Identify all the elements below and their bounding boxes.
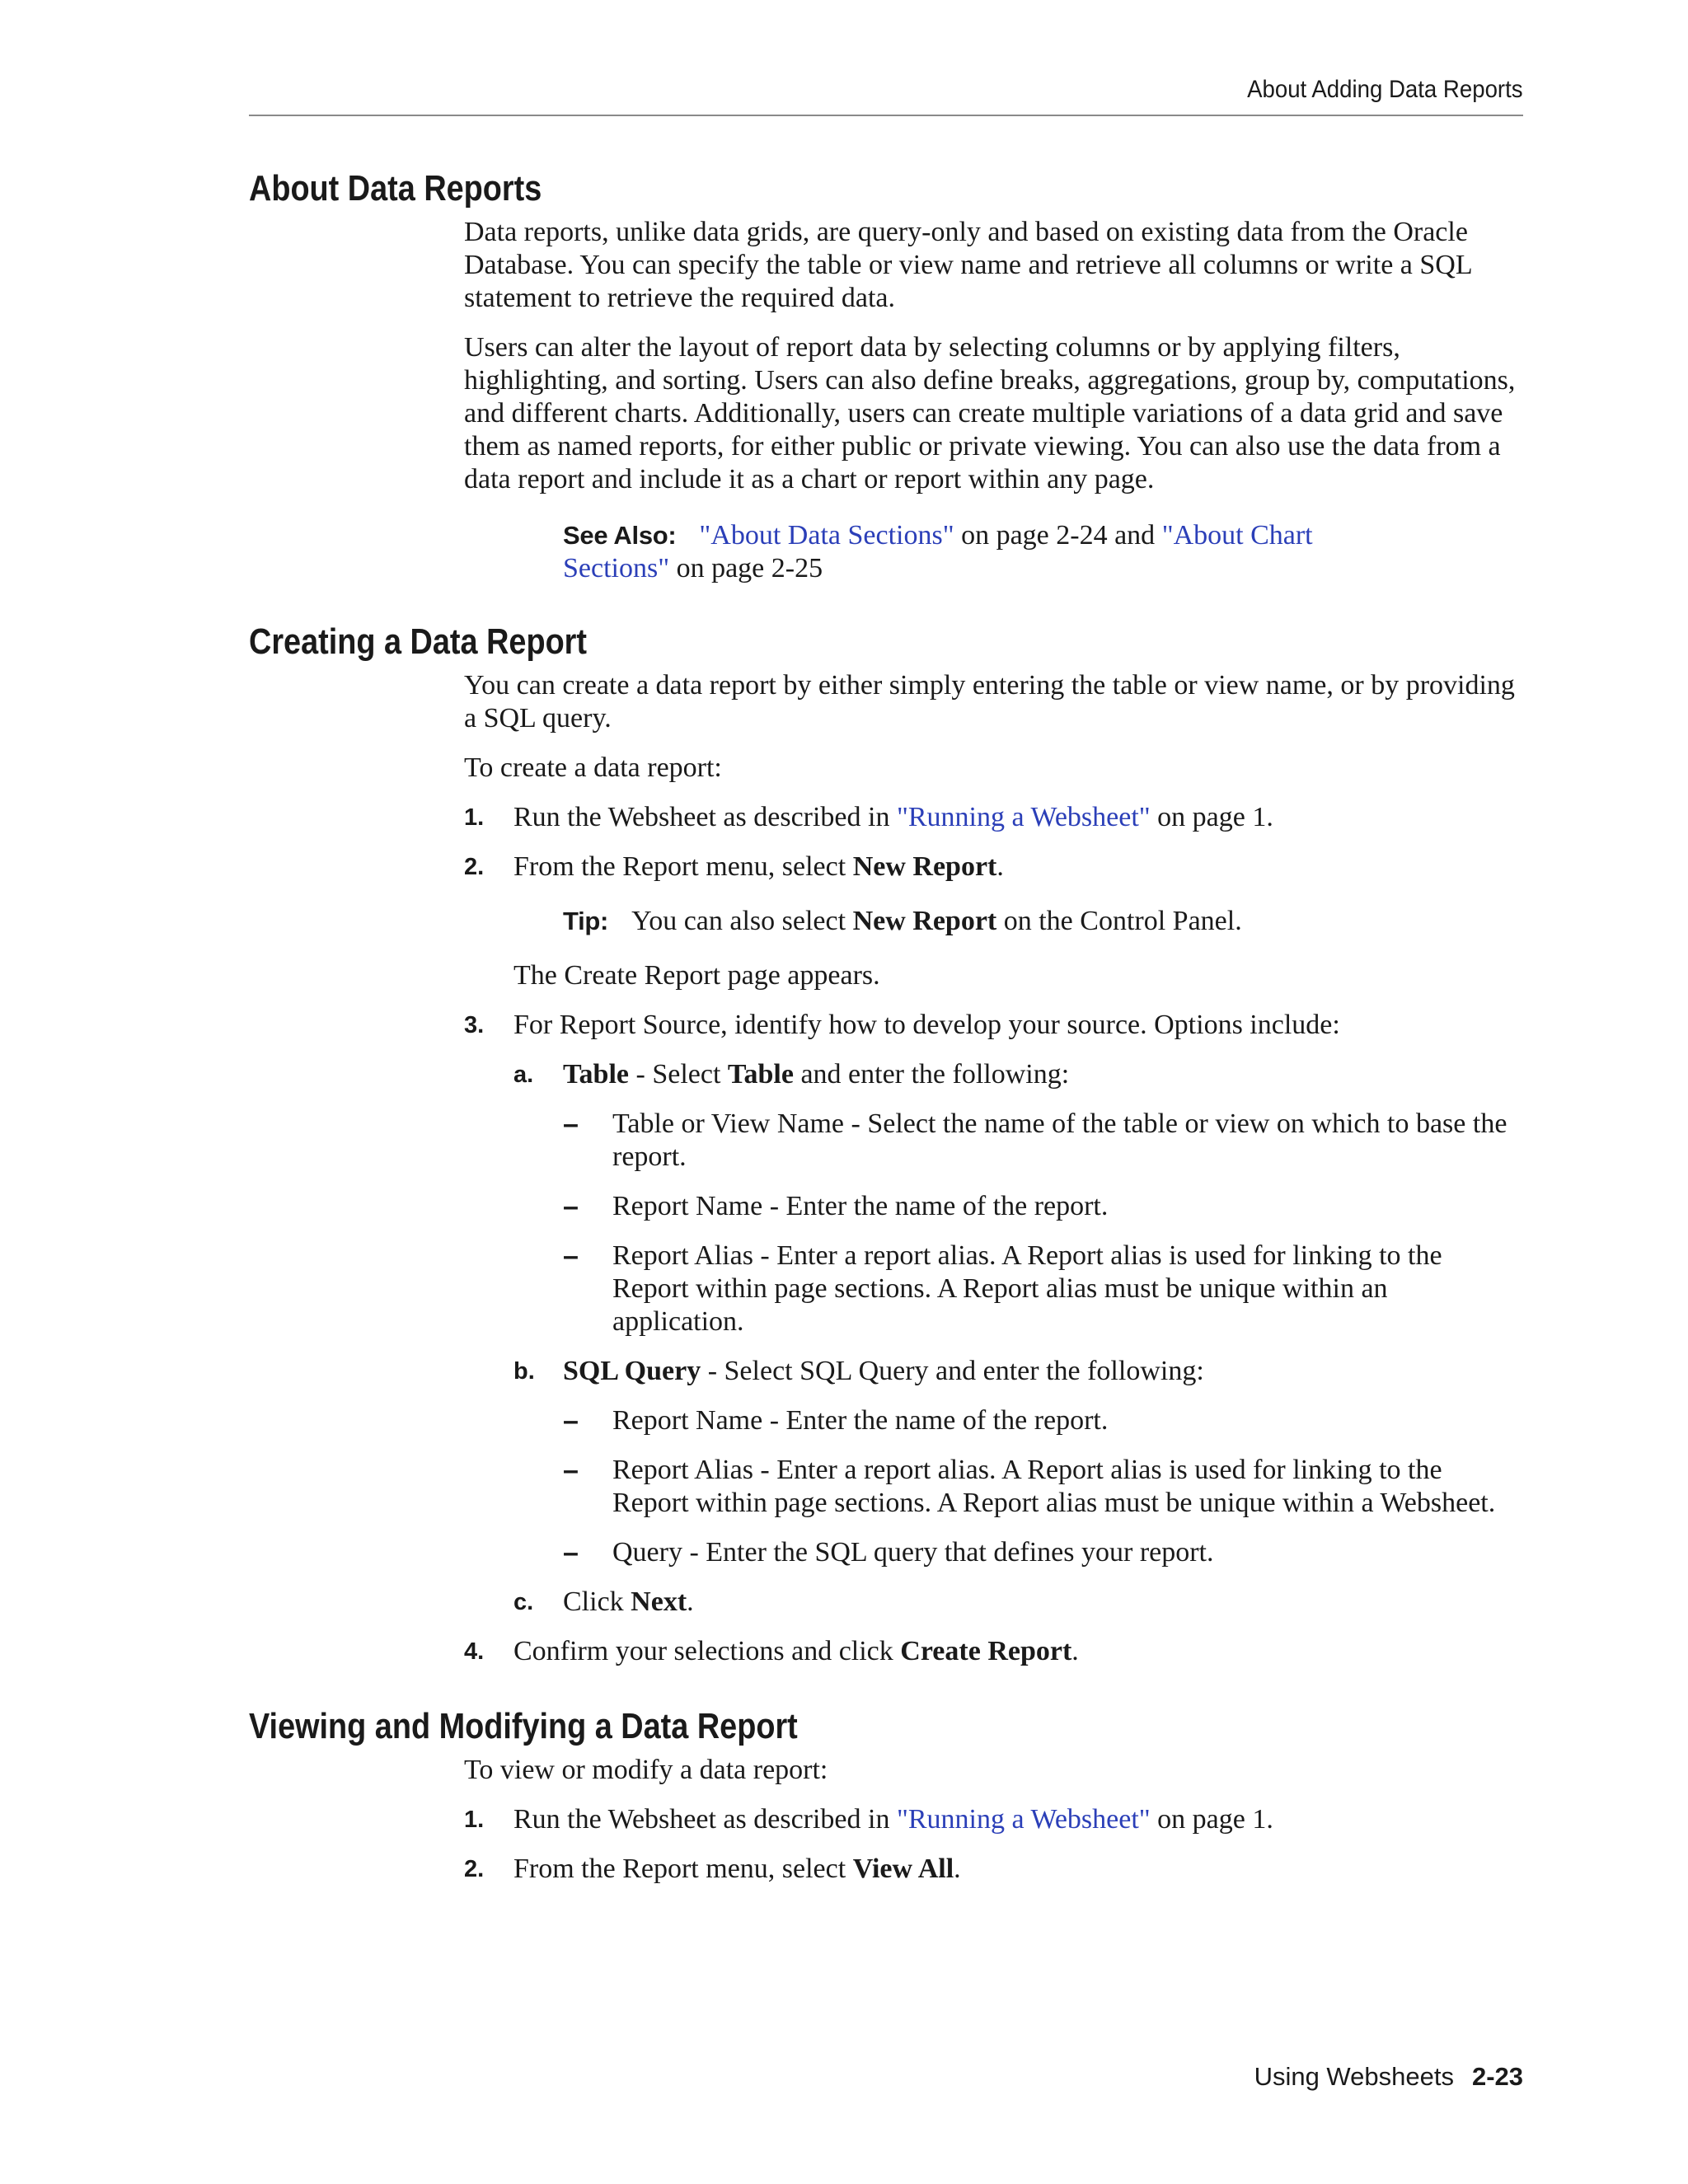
step-number: 2. <box>464 854 485 880</box>
ui-term: Table <box>727 1059 794 1090</box>
paragraph: You can create a data report by either simply entering the table or view name, or by providing a SQL query. <box>464 670 1515 733</box>
page-content <box>249 165 1523 1886</box>
list-item <box>464 1009 1523 1619</box>
step-text: . <box>996 851 1004 882</box>
header-rule <box>249 115 1523 116</box>
dash-list <box>563 1108 1523 1338</box>
paragraph: To view or modify a data report: <box>464 1755 828 1785</box>
steps-list <box>464 1803 1523 1886</box>
tip-label: Tip: <box>563 907 609 935</box>
step-text: Confirm your selections and click <box>513 1636 901 1666</box>
list-item <box>563 1190 1523 1223</box>
item-text: Report Name - Enter the name of the report. <box>612 1405 1109 1436</box>
section-heading-viewing-and-modifying: Viewing and Modifying a Data Report <box>249 1706 798 1746</box>
substep-letter: b. <box>513 1358 535 1385</box>
step-number: 4. <box>464 1638 485 1665</box>
paragraph: Users can alter the layout of report data by selecting columns or by applying filters, highlighting, and sorting. Users can also define breaks, aggregations, group by, computations, and different charts. Additionally, users can create multiple variations of a data grid and save them as named reports, for either public or private viewing. You can also use the data from a data report and include it as a chart or report within any page. <box>464 332 1516 494</box>
section-body <box>464 1754 1523 1886</box>
footer-title: Using Websheets <box>1254 2062 1454 2091</box>
running-header: About Adding Data Reports <box>1247 76 1523 103</box>
step-text: . <box>954 1854 961 1884</box>
dash-bullet: – <box>563 1108 579 1140</box>
section-heading-about-data-reports: About Data Reports <box>249 168 542 209</box>
list-item <box>513 1058 1523 1338</box>
list-item <box>464 851 1523 992</box>
step-text: - Select SQL Query and enter the following: <box>701 1356 1204 1386</box>
step-text: . <box>687 1586 694 1617</box>
step-text: For Report Source, identify how to develop your source. Options include: <box>513 1010 1340 1040</box>
section-heading-creating-a-data-report: Creating a Data Report <box>249 621 588 662</box>
list-item <box>513 1355 1523 1569</box>
step-number: 1. <box>464 804 485 831</box>
dash-list <box>563 1404 1523 1569</box>
link-about-chart-sections[interactable]: "About Chart Sections" <box>563 520 1313 583</box>
step-text: on page 1. <box>1150 802 1273 832</box>
step-text: From the Report menu, select <box>513 1854 853 1884</box>
link-running-a-websheet[interactable]: "Running a Websheet" <box>896 802 1151 832</box>
list-item <box>563 1404 1523 1437</box>
note-text: on the Control Panel. <box>996 906 1242 936</box>
paragraph: Data reports, unlike data grids, are query-only and based on existing data from the Oracle Database. You can specify the table or view name and retrieve all columns or write a SQL statement to retrieve the required data. <box>464 217 1472 313</box>
list-item <box>563 1108 1523 1174</box>
note-text: on page 2-25 <box>669 553 823 583</box>
step-text: Run the Websheet as described in <box>513 1804 897 1835</box>
dash-bullet: – <box>563 1191 579 1222</box>
list-item <box>513 1586 1523 1619</box>
step-text: - Select <box>629 1059 728 1090</box>
list-item <box>464 801 1523 834</box>
step-text: on page 1. <box>1150 1804 1273 1835</box>
ui-term: New Report <box>852 851 997 882</box>
step-text: Click <box>563 1586 631 1617</box>
dash-bullet: – <box>563 1240 579 1272</box>
ui-term: Create Report <box>900 1636 1072 1666</box>
dash-bullet: – <box>563 1405 579 1436</box>
list-item <box>563 1240 1523 1338</box>
link-running-a-websheet[interactable]: "Running a Websheet" <box>896 1804 1151 1835</box>
step-text: and enter the following: <box>793 1059 1070 1090</box>
step-text: Run the Websheet as described in <box>513 802 897 832</box>
item-text: Report Name - Enter the name of the report. <box>612 1191 1109 1221</box>
ui-term: View All <box>852 1854 954 1884</box>
see-also-label: See Also: <box>563 521 677 550</box>
dash-bullet: – <box>563 1537 579 1568</box>
ui-term: Next <box>631 1586 687 1617</box>
item-text: Query - Enter the SQL query that defines your report. <box>612 1537 1214 1568</box>
paragraph: To create a data report: <box>464 752 722 783</box>
step-number: 1. <box>464 1807 485 1833</box>
item-text: Table or View Name - Select the name of the table or view on which to base the report. <box>612 1108 1507 1172</box>
steps-list <box>464 801 1523 1668</box>
list-item <box>464 1853 1523 1886</box>
section-body <box>464 216 1523 585</box>
substep-letter: a. <box>513 1062 534 1088</box>
link-about-data-sections[interactable]: "About Data Sections" <box>699 520 954 551</box>
list-item <box>563 1454 1523 1520</box>
item-text: Report Alias - Enter a report alias. A Report alias is used for linking to the Report within page sections. A Report alias must be unique within a Websheet. <box>612 1455 1496 1518</box>
list-item <box>563 1536 1523 1569</box>
step-result: The Create Report page appears. <box>513 960 880 991</box>
ui-term: SQL Query <box>563 1356 701 1386</box>
substeps-list <box>464 1058 1523 1619</box>
list-item <box>464 1635 1523 1668</box>
note-text: on page 2-24 and <box>954 520 1162 551</box>
step-number: 3. <box>464 1012 485 1038</box>
item-text: Report Alias - Enter a report alias. A Report alias is used for linking to the Report within page sections. A Report alias must be unique within an application. <box>612 1240 1442 1337</box>
dash-bullet: – <box>563 1455 579 1486</box>
note-text: You can also select <box>631 906 853 936</box>
page-footer <box>1254 2062 1523 2092</box>
see-also-note <box>563 519 1387 585</box>
step-number: 2. <box>464 1856 485 1882</box>
step-text: From the Report menu, select <box>513 851 853 882</box>
step-text: . <box>1071 1636 1079 1666</box>
substep-letter: c. <box>513 1589 534 1615</box>
list-item <box>464 1803 1523 1836</box>
tip-note <box>563 905 1387 938</box>
section-body <box>464 669 1523 1668</box>
ui-term: Table <box>563 1059 630 1090</box>
page-number: 2-23 <box>1471 2062 1523 2091</box>
ui-term: New Report <box>852 906 997 936</box>
